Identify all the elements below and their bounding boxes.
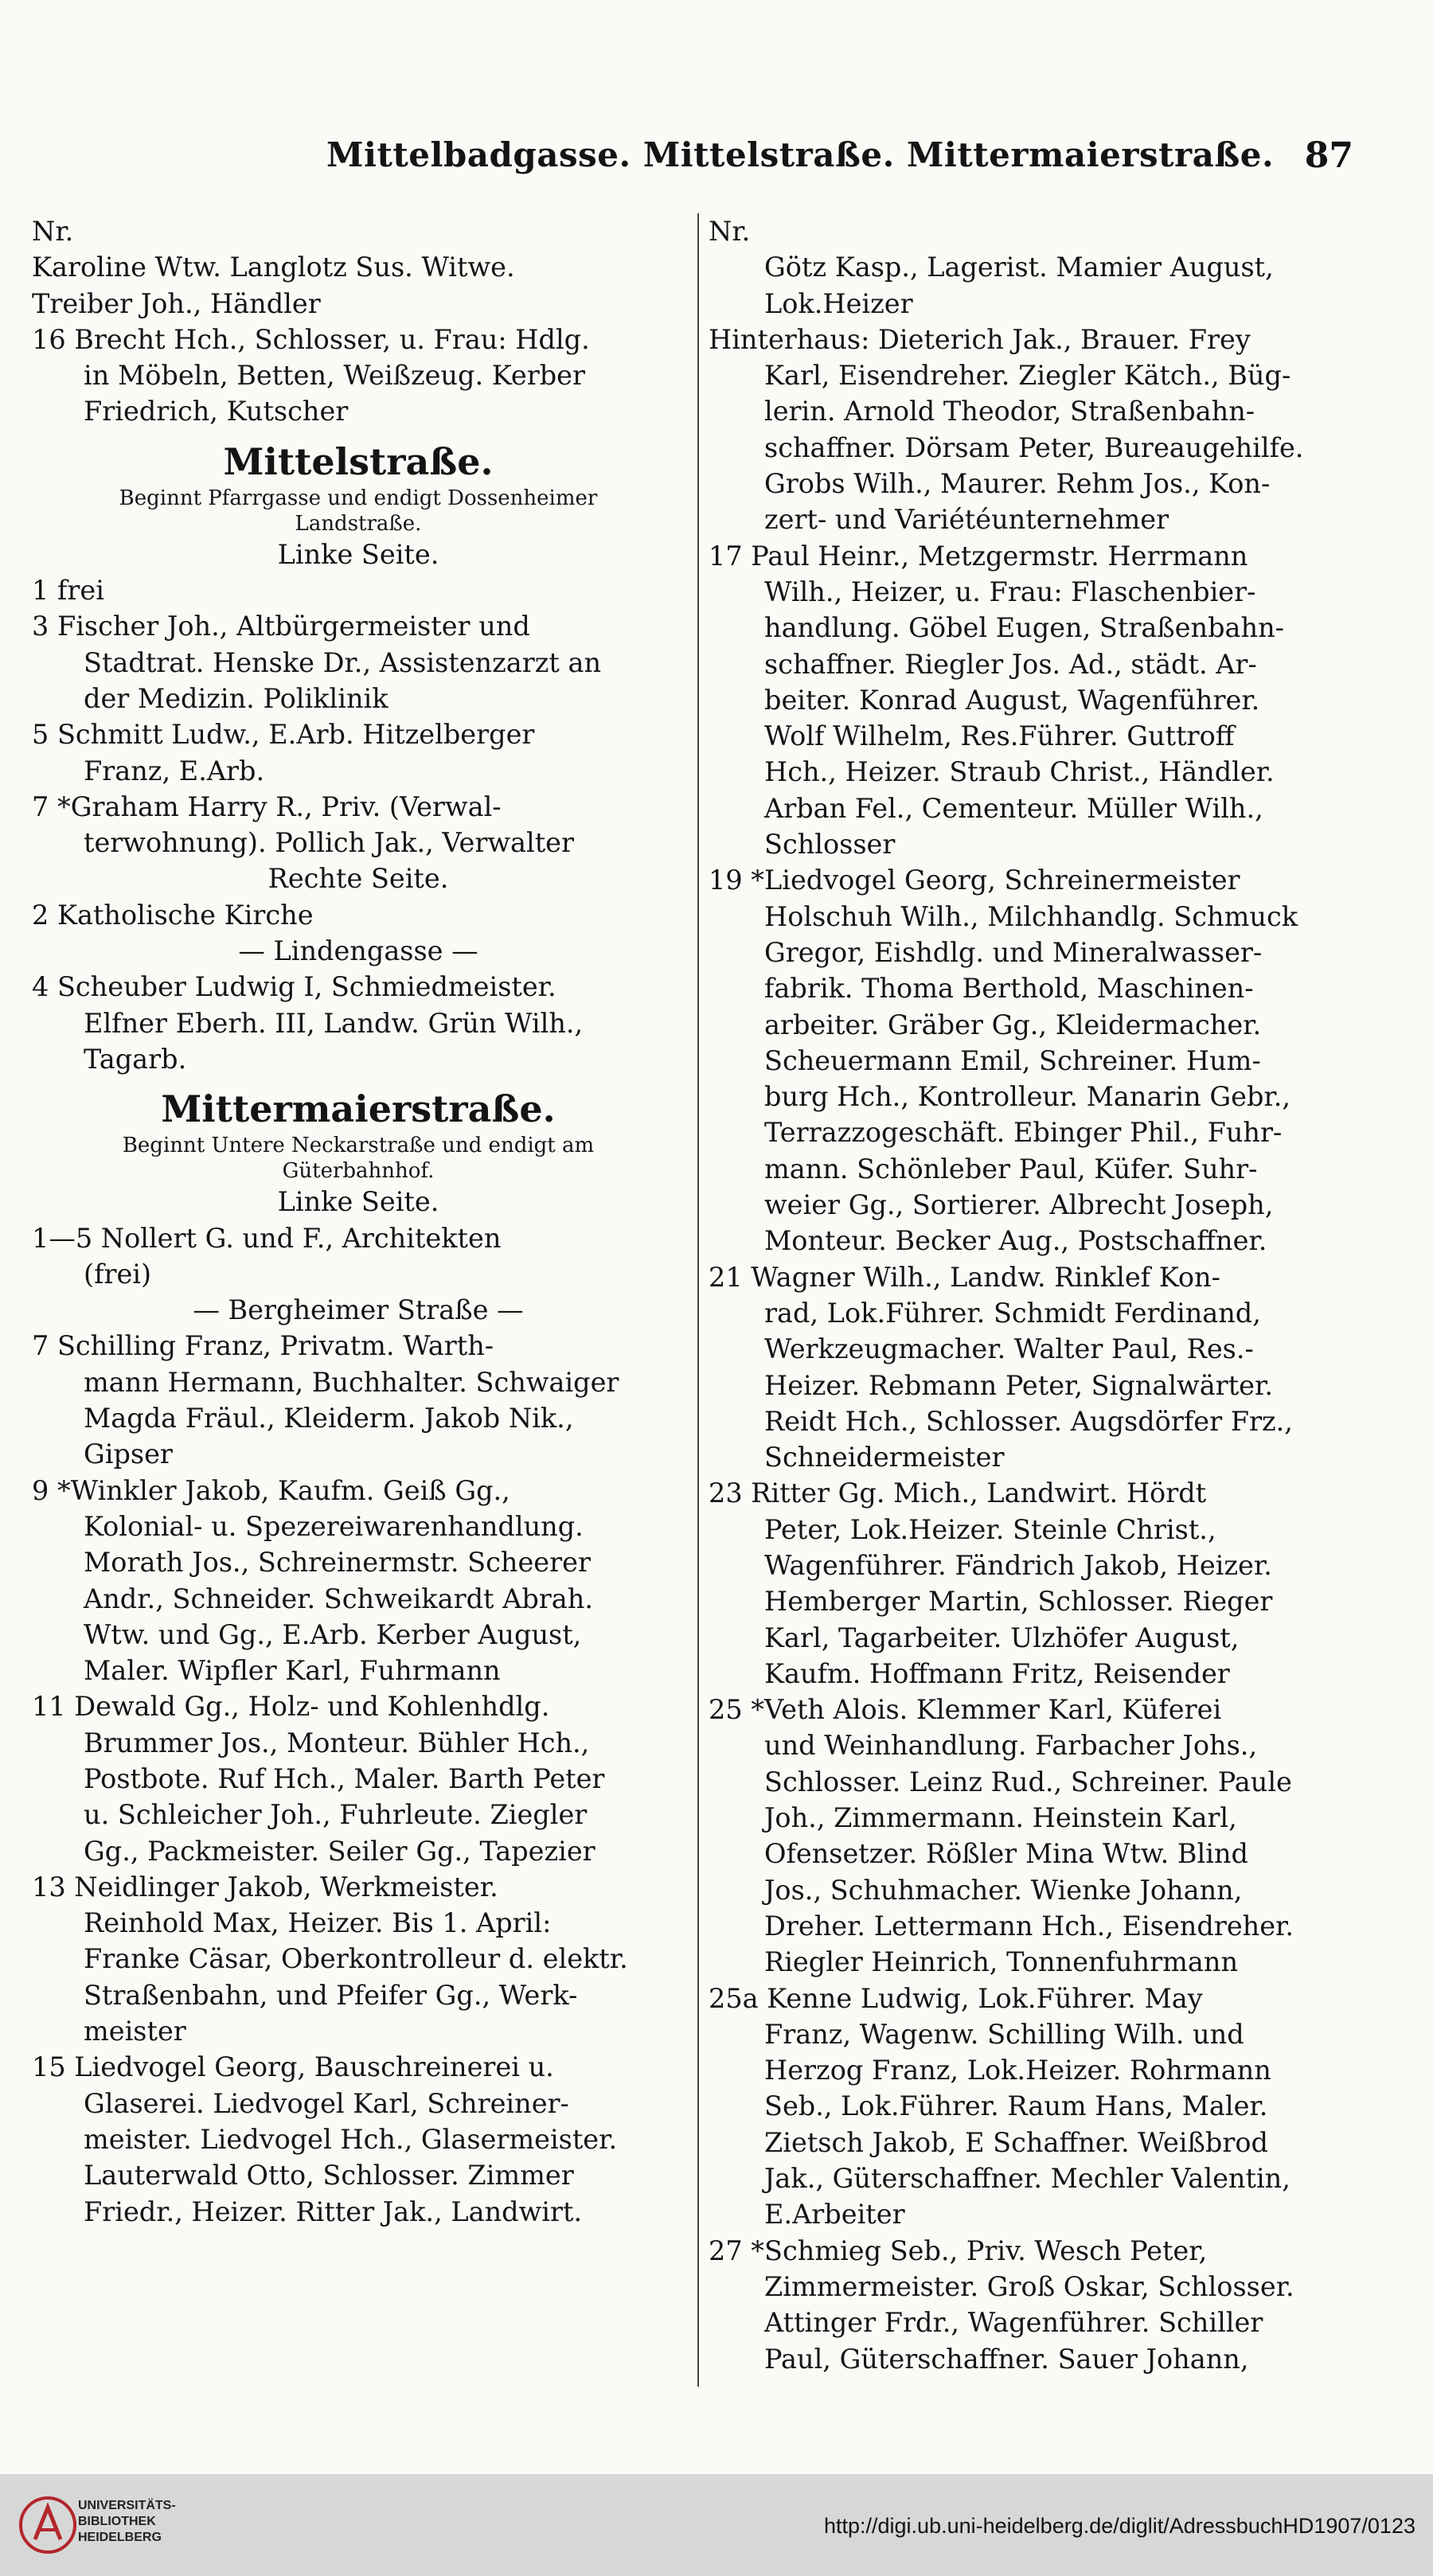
footer-bar [0, 2474, 1433, 2576]
entry-line: Monteur. Becker Aug., Postschaffner. [764, 1225, 1267, 1257]
entry-line: der Medizin. Poliklinik [84, 682, 389, 714]
entry-line: Jos., Schuhmacher. Wienke Johann, [764, 1874, 1243, 1906]
entry-line: 17 Paul Heinr., Metzgermstr. Herrmann [709, 540, 1248, 572]
entry-line: Magda Fräul., Kleiderm. Jakob Nik., [84, 1403, 574, 1434]
entry-line: Nr. [32, 216, 74, 247]
entry-line: Dreher. Lettermann Hch., Eisendreher. [764, 1910, 1294, 1942]
entry-line: 1—5 Nollert G. und F., Architekten [32, 1222, 502, 1254]
entry-line: weier Gg., Sortierer. Albrecht Joseph, [764, 1189, 1274, 1221]
entry-line: Treiber Joh., Händler [32, 287, 321, 319]
entry-line: 15 Liedvogel Georg, Bauschreinerei u. [32, 2051, 554, 2083]
entry-line: Jak., Güterschaffner. Mechler Valentin, [764, 2163, 1290, 2195]
entry-line: Friedrich, Kutscher [84, 396, 349, 427]
entry-line: Glaserei. Liedvogel Karl, Schreiner- [84, 2087, 569, 2119]
entry-line: 19 *Liedvogel Georg, Schreinermeister [709, 865, 1240, 896]
entry-line: 7 Schilling Franz, Privatm. Warth- [32, 1330, 494, 1362]
entry-line: lerin. Arnold Theodor, Straßenbahn- [764, 396, 1255, 427]
section-heading: Mittelstraße. [223, 439, 494, 483]
entry-line: Heizer. Rebmann Peter, Signalwärter. [764, 1369, 1273, 1401]
entry-line: Franz, Wagenw. Schilling Wilh. und [764, 2018, 1244, 2050]
logo-line-3: HEIDELBERG [78, 2531, 162, 2544]
entry-line: Wolf Wilhelm, Res.Führer. Guttroff [764, 720, 1235, 752]
section-heading: Mittermaierstraße. [161, 1087, 556, 1131]
entry-line: Stadtrat. Henske Dr., Assistenzarzt an [84, 646, 602, 678]
entry-line: Riegler Heinrich, Tonnenfuhrmann [764, 1946, 1239, 1978]
entry-line: Werkzeugmacher. Walter Paul, Res.- [764, 1333, 1254, 1365]
entry-line: 4 Scheuber Ludwig I, Schmiedmeister. [32, 971, 556, 1003]
section-subtitle: Beginnt Pfarrgasse und endigt Dossenheimer [119, 486, 598, 510]
entry-line: Karoline Wtw. Langlotz Sus. Witwe. [32, 252, 515, 283]
entry-line: Morath Jos., Schreinermstr. Scheerer [84, 1547, 591, 1579]
entry-line: Arban Fel., Cementeur. Müller Wilh., [764, 792, 1263, 824]
entry-line: 25a Kenne Ludwig, Lok.Führer. May [709, 1982, 1203, 2014]
entry-line: Straßenbahn, und Pfeifer Gg., Werk- [84, 1979, 578, 2011]
entry-line: Attinger Frdr., Wagenführer. Schiller [764, 2307, 1263, 2339]
entry-line: 16 Brecht Hch., Schlosser, u. Frau: Hdlg. [32, 323, 590, 355]
page-number: 87 [1304, 135, 1353, 176]
entry-line: Schlosser. Leinz Rud., Schreiner. Paule [764, 1766, 1292, 1797]
entry-line: mann. Schönleber Paul, Küfer. Suhr- [764, 1153, 1258, 1185]
entry-line: Reidt Hch., Schlosser. Augsdörfer Frz., [764, 1405, 1293, 1437]
entry-line: Nr. [709, 216, 751, 247]
entry-line: handlung. Göbel Eugen, Straßenbahn- [764, 612, 1284, 644]
entry-line: 9 *Winkler Jakob, Kaufm. Geiß Gg., [32, 1474, 510, 1506]
logo-line-2: BIBLIOTHEK [78, 2515, 156, 2528]
entry-line: — Lindengasse — [238, 935, 478, 967]
entry-line: 21 Wagner Wilh., Landw. Rinklef Kon- [709, 1261, 1220, 1293]
entry-line: Linke Seite. [277, 538, 439, 570]
entry-line: — Bergheimer Straße — [193, 1294, 524, 1326]
entry-line: Wagenführer. Fändrich Jakob, Heizer. [764, 1549, 1272, 1581]
entry-line: schaffner. Dörsam Peter, Bureaugehilfe. [764, 431, 1304, 463]
entry-line: 2 Katholische Kirche [32, 899, 314, 931]
entry-line: Brummer Jos., Monteur. Bühler Hch., [84, 1727, 590, 1758]
entry-line: Holschuh Wilh., Milchhandlg. Schmuck [764, 900, 1298, 932]
entry-line: Ofensetzer. Rößler Mina Wtw. Blind [764, 1838, 1248, 1870]
entry-line: fabrik. Thoma Berthold, Maschinen- [764, 973, 1254, 1005]
entry-line: Rechte Seite. [267, 863, 449, 895]
entry-line: u. Schleicher Joh., Fuhrleute. Ziegler [84, 1799, 588, 1831]
entry-line: Hemberger Martin, Schlosser. Rieger [764, 1586, 1273, 1618]
entry-line: zert- und Variétéunternehmer [764, 504, 1169, 536]
entry-line: beiter. Konrad August, Wagenführer. [764, 684, 1260, 716]
entry-line: Gg., Packmeister. Seiler Gg., Tapezier [84, 1835, 595, 1867]
entry-line: 27 *Schmieg Seb., Priv. Wesch Peter, [709, 2234, 1208, 2266]
entry-line: meister. Liedvogel Hch., Glasermeister. [84, 2123, 618, 2155]
entry-line: 23 Ritter Gg. Mich., Landwirt. Hördt [709, 1477, 1207, 1509]
entry-line: Scheuermann Emil, Schreiner. Hum- [764, 1044, 1261, 1076]
entry-line: 1 frei [32, 575, 104, 607]
entry-line: Karl, Eisendreher. Ziegler Kätch., Büg- [764, 360, 1291, 392]
entry-line: Franz, E.Arb. [84, 755, 265, 786]
entry-line: Reinhold Max, Heizer. Bis 1. April: [84, 1907, 552, 1939]
entry-line: 11 Dewald Gg., Holz- und Kohlenhdlg. [32, 1691, 550, 1723]
entry-line: Lok.Heizer [764, 287, 913, 319]
entry-line: Wtw. und Gg., E.Arb. Kerber August, [84, 1618, 582, 1650]
entry-line: Götz Kasp., Lagerist. Mamier August, [764, 252, 1274, 283]
entry-line: 3 Fischer Joh., Altbürgermeister und [32, 611, 530, 642]
entry-line: Paul, Güterschaffner. Sauer Johann, [764, 2343, 1249, 2375]
section-subtitle: Beginnt Untere Neckarstraße und endigt am [122, 1134, 595, 1158]
entry-line: in Möbeln, Betten, Weißzeug. Kerber [84, 360, 585, 392]
entry-line: Hch., Heizer. Straub Christ., Händler. [764, 756, 1275, 788]
logo-line-1: UNIVERSITÄTS- [78, 2499, 176, 2512]
entry-line: Kaufm. Hoffmann Fritz, Reisender [764, 1657, 1230, 1689]
entry-line: Schneidermeister [764, 1442, 1005, 1473]
entry-line: Andr., Schneider. Schweikardt Abrah. [84, 1583, 593, 1614]
entry-line: Friedr., Heizer. Ritter Jak., Landwirt. [84, 2195, 583, 2227]
entry-line: Peter, Lok.Heizer. Steinle Christ., [764, 1513, 1216, 1545]
column-divider [697, 213, 699, 2387]
entry-line: Seb., Lok.Führer. Raum Hans, Maler. [764, 2090, 1268, 2122]
entry-line: Gipser [84, 1438, 173, 1470]
entry-line: Linke Seite. [277, 1186, 439, 1218]
entry-line: burg Hch., Kontrolleur. Manarin Gebr., [764, 1081, 1291, 1113]
entry-line: Franke Cäsar, Oberkontrolleur d. elektr. [84, 1943, 628, 1975]
entry-line: Kolonial- u. Spezereiwarenhandlung. [84, 1510, 584, 1542]
entry-line: 5 Schmitt Ludw., E.Arb. Hitzelberger [32, 719, 535, 751]
entry-line: Elfner Eberh. III, Landw. Grün Wilh., [84, 1007, 584, 1039]
entry-line: Lauterwald Otto, Schlosser. Zimmer [84, 2160, 574, 2192]
page-title: Mittelbadgasse. Mittelstraße. Mittermaierstraße. [326, 135, 1275, 174]
entry-line: mann Hermann, Buchhalter. Schwaiger [84, 1366, 619, 1398]
university-seal-icon [16, 2493, 80, 2557]
entry-line: schaffner. Riegler Jos. Ad., städt. Ar- [764, 648, 1257, 680]
entry-line: E.Arbeiter [764, 2199, 905, 2231]
page-header [32, 135, 1353, 183]
entry-line: Wilh., Heizer, u. Frau: Flaschenbier- [764, 576, 1256, 607]
section-subtitle: Landstraße. [295, 511, 422, 536]
entry-line: rad, Lok.Führer. Schmidt Ferdinand, [764, 1297, 1261, 1329]
entry-line: Postbote. Ruf Hch., Maler. Barth Peter [84, 1762, 605, 1794]
section-subtitle: Güterbahnhof. [282, 1159, 435, 1184]
entry-line: Karl, Tagarbeiter. Ulzhöfer August, [764, 1622, 1240, 1653]
entry-line: (frei) [84, 1258, 152, 1290]
entry-line: arbeiter. Gräber Gg., Kleidermacher. [764, 1009, 1262, 1040]
library-logo-text [78, 2498, 176, 2546]
entry-line: 13 Neidlinger Jakob, Werkmeister. [32, 1871, 498, 1903]
entry-line: meister [84, 2016, 186, 2047]
entry-line: Grobs Wilh., Maurer. Rehm Jos., Kon- [764, 468, 1271, 500]
entry-line: Joh., Zimmermann. Heinstein Karl, [764, 1802, 1237, 1834]
left-column [32, 213, 685, 2230]
right-column [709, 213, 1361, 2377]
entry-line: Gregor, Eishdlg. und Mineralwasser- [764, 936, 1263, 968]
entry-line: Zimmermeister. Groß Oskar, Schlosser. [764, 2270, 1294, 2302]
entry-line: Herzog Franz, Lok.Heizer. Rohrmann [764, 2055, 1271, 2086]
entry-line: und Weinhandlung. Farbacher Johs., [764, 1730, 1258, 1762]
entry-line: 25 *Veth Alois. Klemmer Karl, Küferei [709, 1694, 1222, 1726]
entry-line: Terrazzogeschäft. Ebinger Phil., Fuhr- [764, 1117, 1283, 1149]
entry-line: Maler. Wipfler Karl, Fuhrmann [84, 1655, 501, 1687]
entry-line: Hinterhaus: Dieterich Jak., Brauer. Frey [709, 323, 1251, 355]
entry-line: Schlosser [764, 829, 896, 861]
source-url-link[interactable]: http://digi.ub.uni-heidelberg.de/diglit/AdressbuchHD1907/0123 [823, 2514, 1415, 2538]
entry-line: Zietsch Jakob, E Schaffner. Weißbrod [764, 2126, 1268, 2158]
entry-line: terwohnung). Pollich Jak., Verwalter [84, 827, 575, 859]
entry-line: Tagarb. [84, 1043, 187, 1075]
entry-line: 7 *Graham Harry R., Priv. (Verwal- [32, 790, 502, 822]
